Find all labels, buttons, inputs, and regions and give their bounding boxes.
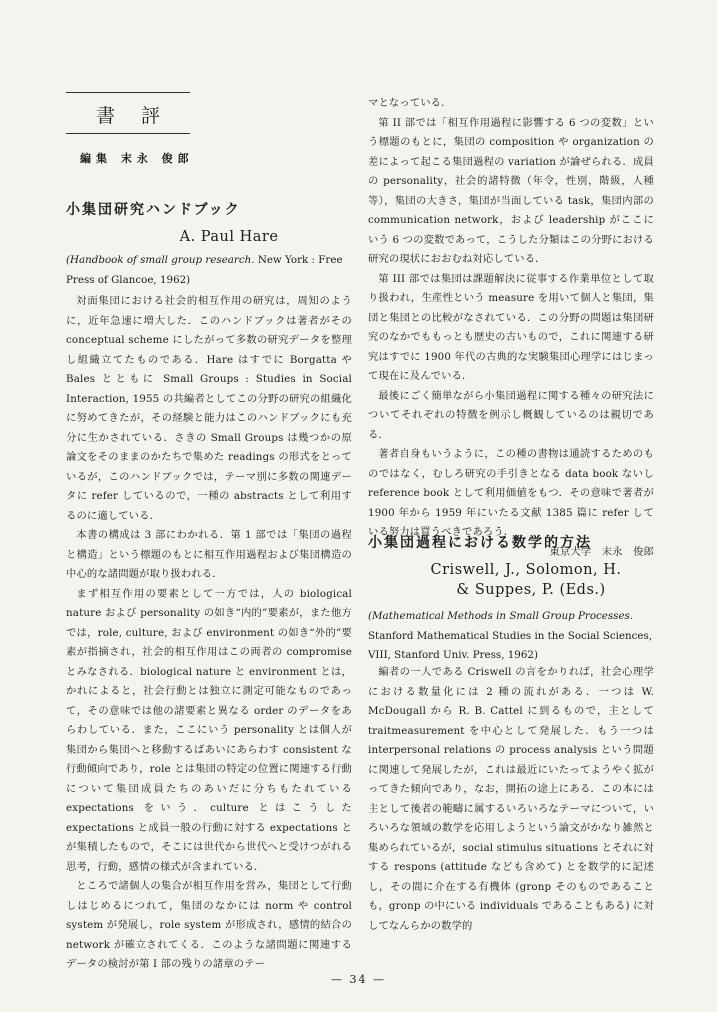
review1-title: 小集団研究ハンドブック xyxy=(66,202,241,218)
review1-citation-rest: New York : Free Press of Glancoe, 1962) xyxy=(66,254,343,286)
review1-body-right xyxy=(368,94,654,562)
review2-paragraph: 編者の一人である Criswell の言をかりれば，社会心理学における数量化には 2 種の流れがある．一つは W. McDougall から R. B. Cattel に到るもので，主として traitmeasurement を中心として発展した．もう一つは interpersonal relations の process analysis という問題に関連して発展したが，これは最近にいたってようやく拡がってきた傾向であり，なお，開拓の途上にある．この本には主として後者の範疇に属するいろいろなテーマについて，いろいろな領域の数学を応用しようという論文がかなり雑然と集められているが，social stimulus situations とそれに対する respons (attitude なども含めて) とを数学的に記述し，その間に介在する有機体 (gronp そのものであることも，gronp の中にいる individuals であることもある) に対してなんらかの数学的 xyxy=(368,666,654,932)
section-title: 書評 xyxy=(95,105,186,127)
review1-signature: 東京大学 末永 俊郎 xyxy=(549,545,654,558)
review1-paragraph: まず相互作用の要素として一方では，人の biological nature および personality の如き“内的”要素が，また他方では，role, culture, および environment の如き“外的”要素が指摘され，社会的相互作用はこの両者の compromise とみなされる．biological nature と environment とは，かれによると，社会行動とは独立に測定可能なものであって，その意味では他の諸要素と異なる order のデータをあらわしている．また，ここにいう personality とは個人が集団から集団へと移動するばあいにあらわす consistent な行動傾向であり，role とは集団の特定の位置に関連する行動について集団成員たちのあいだに分ちもたれている expectations をいう．culture とはこうした expectations と成員一般の行動に対する expectations とが集積したもので，そこには世代から世代へと受けつがれる思考，行動，感情の様式が含まれている． xyxy=(66,587,352,873)
section-header xyxy=(66,92,190,134)
review1-paragraph: ところで諸個人の集合が相互作用を営み，集団として行動しはじめるにつれて，集団のなかには norm や control system が発展し，role system が形成され，感情的結合の network が確立されてくる．このような諸問題に関連するデータの検討が第 I 部の残りの諸章のテー xyxy=(66,880,352,970)
review1-paragraph: 第 II 部では「相互作用過程に影響する 6 つの変数」という標題のもとに，集団の composition や organization の差によって起こる集団過程の variation が論ぜられる．成員の personality，社会的諸特徴（年令，性別，階級，人種等），集団の大きさ，集団が当面している task，集団内部の communication network，および leadership がここにいう 6 つの変数であって，こうした分類はこの分野における研究の現状におおむね対応している． xyxy=(368,116,654,265)
review1-paragraph: 著者自身もいうように，この種の書物は通読するためのものではなく，むしろ研究の手引きとなる data book ないし reference book として利用価値をもつ．その意味で著者が 1900 年から 1959 年にいたる文献 1385 篇に refer している努力は買うべきであろう． xyxy=(368,448,654,538)
review2-title: 小集団過程における数学的方法 xyxy=(368,535,592,551)
review2-citation-title: (Mathematical Methods in Small Group Processes. xyxy=(368,610,634,622)
review1-body-left xyxy=(66,292,352,975)
review1-author: A. Paul Hare xyxy=(179,229,279,245)
review2-authors-line2: & Suppes, P. (Eds.) xyxy=(456,582,606,598)
review1-paragraph: 本書の構成は 3 部にわかれる．第 1 部では「集団の過程と構造」という標題のもとに相互作用過程および集団構造の中心的な諸問題が取り扱われる． xyxy=(66,529,352,580)
review1-paragraph: 第 III 部では集団は課題解決に従事する作業単位として取り扱われ，生産性という measure を用いて個人と集団，集団と集団との比較がなされている．この分野の問題は集団研究のなかでももっとも歴史の古いもので，これに関連する研究はすでに 1900 年代の古典的な実験集団心理学にはじまって現在に及んでいる． xyxy=(368,272,654,382)
review2-citation-rest: Stanford Mathematical Studies in the Social Sciences, VIII, Stanford Univ. Press, 1962) xyxy=(368,629,653,661)
page-number: — 34 — xyxy=(331,973,386,986)
review1-citation-title: (Handbook of small group research. xyxy=(66,254,255,266)
review1-paragraph: マとなっている． xyxy=(368,97,452,109)
review2-authors-line1: Criswell, J., Solomon, H. xyxy=(430,562,622,578)
review1-paragraph: 最後にごく簡単ながら小集団過程に関する種々の研究法についてそれぞれの特徴を例示し概観しているのは親切である． xyxy=(368,389,654,441)
review1-citation xyxy=(66,251,352,290)
review1-paragraph: 対面集団における社会的相互作用の研究は，周知のように，近年急速に増大した．このハンドブックは著者がその conceptual scheme にしたがって多数の研究データを整理し組織立てたものである．Hare はすでに Borgatta や Bales とともに Small Groups : Studies in Social Interaction, 1955 の共編者としてこの分野の研究の組織化に努めてきたが，その経験と能力はこのハンドブックにも充分に生かされている．さきの Small Groups は幾つかの原論文をそのままのかたちで集めた readings の形式をとっているが，このハンドブックでは，テーマ別に多数の関連データに refer しているので，一種の abstracts として利用するのに適している． xyxy=(66,295,352,522)
review2-citation xyxy=(368,607,654,666)
review2-body xyxy=(368,663,654,936)
editor-credit: 編集 末永 俊郎 xyxy=(80,152,194,165)
